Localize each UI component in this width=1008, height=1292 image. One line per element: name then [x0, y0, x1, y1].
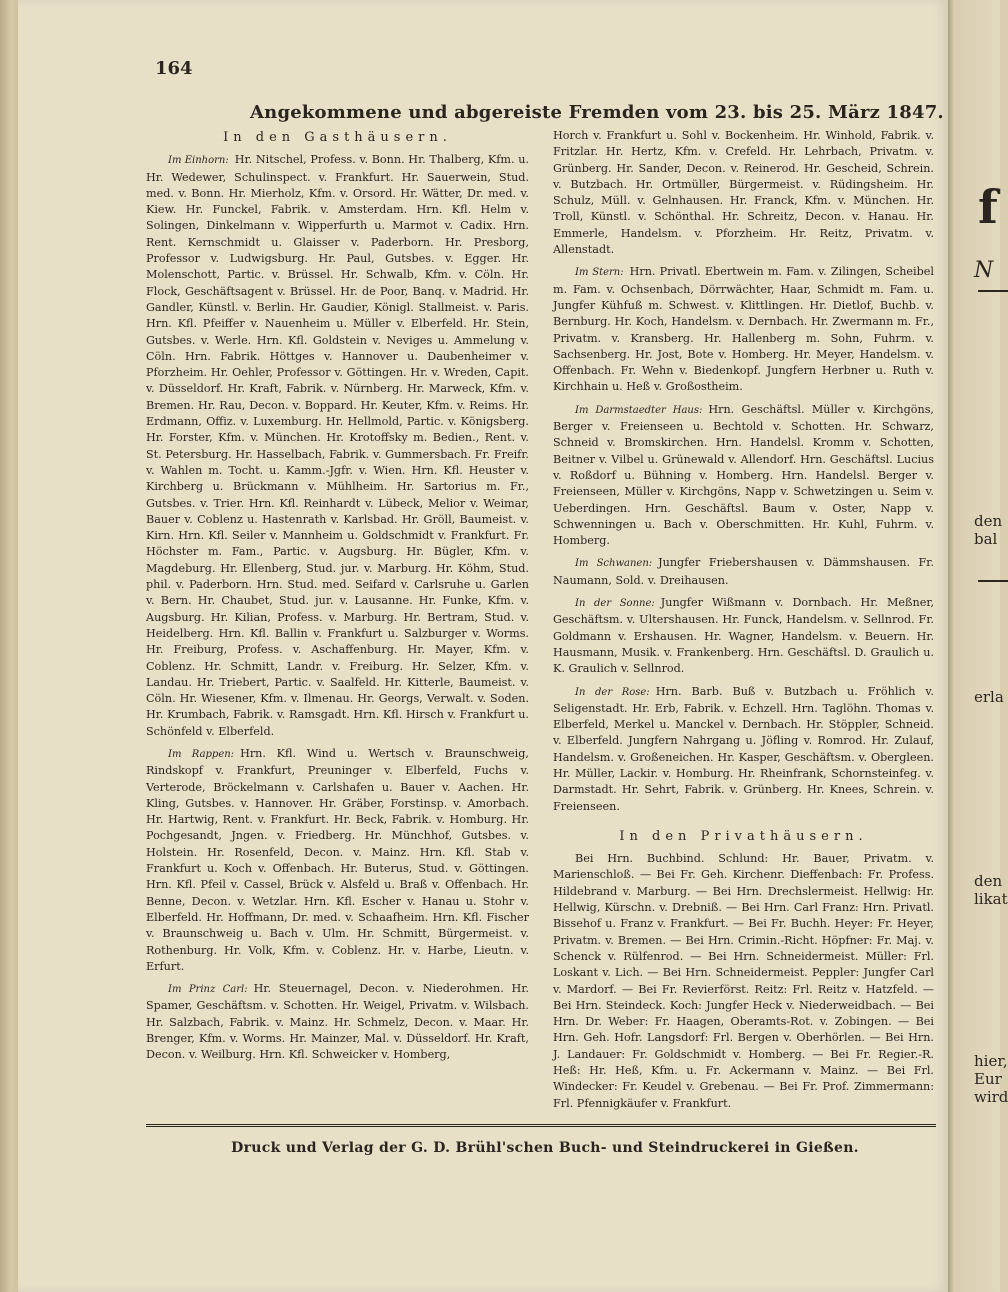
entry-text: Hrn. Privatl. Ebertwein m. Fam. v. Zilingen, Scheibel m. Fam. v. Ochsenbach, Dörrwächter, Haar, Schmidt m. Fam. u. Jungfer Kühfuß m. Schwest. v. Klittlingen. Hr. Dietlof, Buchb. v. Bernburg. Hr. Koch, Handelsm. v. Dernbach. Hr. Zwermann m. Fr., Privatm. v. Kransberg. Hr. Hallenberg m. Sohn, Fuhrm. v. Sachsenberg. Hr. Jost, Bote v. Homberg. Hr. Meyer, Handelsm. v. Offenbach. Fr. Wehn v. Biedenkopf. Jungfern Herbner u. Ruth v. Kirchhain u. Heß v. Großostheim. — [553, 265, 934, 394]
entry-continuation — [553, 128, 934, 258]
next-page-rule — [978, 290, 1008, 292]
left-column — [146, 128, 529, 1070]
next-page-fragment: Eur — [974, 1070, 1002, 1088]
entry-text: Hrn. Geschäftsl. Müller v. Kirchgöns, Berger v. Freienseen u. Bechtold v. Schotten. Hr. Schwarz, Schneid v. Bromskirchen. Hrn. Handelsl. Kromm v. Schotten, Beitner v. Vilbel u. Grünewald v. Allendorf. Hrn. Geschäftsl. Lucius v. Roßdorf u. Bühning v. Homberg. Hrn. Handelsl. Berger v. Freienseen, Müller v. Kirchgöns, Napp v. Schwetzingen u. Seim v. Ueberdingen. Hrn. Geschäftsl. Baum v. Oster, Napp v. Schwenningen u. Bach v. Oberschmitten. Hr. Kuhl, Fuhrm. v. Homberg. — [553, 402, 934, 548]
next-page-fragment: f — [978, 180, 998, 234]
entry-text: Jungfer Wißmann v. Dornbach. Hr. Meßner, Geschäftsm. v. Ultershausen. Hr. Funck, Handelsm. v. Sellnrod. Fr. Goldmann v. Ershausen. Hr. Wagner, Handelsm. v. Beuern. Hr. Hausmann, Musik. v. Frankenberg. Hrn. Geschäftsl. D. Graulich u. K. Graulich v. Sellnrod. — [553, 596, 935, 676]
entry-lead: In der Sonne: — [575, 598, 655, 610]
page-number: 164 — [155, 58, 193, 79]
next-page-fragment: den — [974, 872, 1003, 890]
entry-text: Bei Hrn. Buchbind. Schlund: Hr. Bauer, Privatm. v. Marienschloß. — Bei Fr. Geh. Kirchenr. Dieffenbach: Fr. Profess. Hildebrand v. Marburg. — Bei Hrn. Drechslermeist. Hellwig: Hr. Hellwig, Kürschn. v. Drebniß. — Bei Hrn. Carl Franz: Hrn. Privatl. Bissehof u. Franz v. Frankfurt. — Bei Fr. Buchh. Heyer: Fr. Heyer, Privatm. v. Bremen. — Bei Hrn. Crimin.-Richt. Höpfner: Fr. Maj. v. Schenck v. Rülfenrod. — Bei Hrn. Schneidermeist. Müller: Frl. Loskant v. Lich. — Bei Hrn. Schneidermeist. Peppler: Jungfer Carl v. Mardorf. — Bei Fr. Revierförst. Reitz: Frl. Reitz v. Hatzfeld. — Bei Hrn. Steindeck. Koch: Jungfer Heck v. Niederweidbach. — Bei Hrn. Dr. Weber: Fr. Haagen, Oberamts-Rot. v. Zobingen. — Bei Hrn. Geh. Hofr. Langsdorf: Frl. Bergen v. Oberhörlen. — Bei Hrn. J. Landauer: Fr. Goldschmidt v. Homberg. — Bei Fr. Regier.-R. Heß: Hr. Heß, Kfm. u. Fr. Ackermann v. Mainz. — Bei Frl. Windecker: Fr. Keudel v. Grebenau. — Bei Fr. Prof. Zimmermann: Frl. Pfennigkäufer v. Frankfurt. — [553, 852, 934, 1110]
entry-rose — [553, 684, 934, 815]
entry-text: Hr. Nitschel, Profess. v. Bonn. Hr. Thalberg, Kfm. u. Hr. Wedewer, Schulinspect. v. Frankfurt. Hr. Sauerwein, Stud. med. v. Bonn. Hr. Mierholz, Kfm. v. Orsord. Hr. Wätter, Dr. med. v. Kiew. Hr. Funckel, Fabrik. v. Amsterdam. Hrn. Kfl. Helm v. Solingen, Dinkelmann v. Wipperfurth u. Marmot v. Cadix. Hrn. Rent. Kernschmidt u. Glaisser v. Paderborn. Hr. Presborg, Professor v. Ludwigsburg. Hr. Paul, Gutsbes. v. Egger. Hr. Molenschott, Partic. v. Brüssel. Hr. Schwalb, Kfm. v. Cöln. Hr. Flock, Geschäftsagent v. Brüssel. Hr. de Poor, Banq. v. Madrid. Hr. Gandler, Künstl. v. Berlin. Hr. Gaudier, Königl. Stallmeist. v. Paris. Hrn. Kfl. Pfeiffer v. Nauenheim u. Müller v. Elberfeld. Hr. Stein, Gutsbes. v. Werle. Hrn. Kfl. Goldstein v. Neviges u. Ammelung v. Cöln. Hrn. Fabrik. Höttges v. Hannover u. Daubenheimer v. Pforzheim. Hr. Oehler, Professor v. Göttingen. Hr. v. Wreden, Capit. v. Düsseldorf. Hr. Kraft, Fabrik. v. Nürnberg. Hr. Marweck, Kfm. v. Bremen. Hr. Rau, Decon. v. Boppard. Hr. Keuter, Kfm. v. Reims. Hr. Erdmann, Offiz. v. Luxemburg. Hr. Hellmold, Partic. v. Königsberg. Hr. Forster, Kfm. v. München. Hr. Krotoffsky m. Bedien., Rent. v. St. Petersburg. Hr. Hasselbach, Fabrik. v. Gummersbach. Fr. Freifr. v. Wahlen m. Tocht. u. Kamm.-Jgfr. v. Wien. Hrn. Kfl. Heuster v. Kirchberg u. Brückmann v. Mühlheim. Hr. Sartorius m. Fr., Gutsbes. v. Trier. Hrn. Kfl. Reinhardt v. Lübeck, Melior v. Weimar, Bauer v. Coblenz u. Hastenrath v. Karlsbad. Hr. Gröll, Baumeist. v. Kirn. Hrn. Kfl. Seiler v. Mannheim u. Goldschmidt v. Frankfurt. Fr. Höchster m. Fam., Partic. v. Augsburg. Hr. Bügler, Kfm. v. Magdeburg. Hr. Ellenberg, Stud. jur. v. Marburg. Hr. Köhm, Stud. phil. v. Paderborn. Hrn. Stud. med. Seifard v. Carlsruhe u. Garlen v. Bern. Hr. Chaubet, Stud. jur. v. Lausanne. Hr. Funke, Kfm. v. Augsburg. Hr. Kilian, Profess. v. Marburg. Hr. Bertram, Stud. v. Heidelberg. Hrn. Kfl. Ballin v. Frankfurt u. Salzburger v. Worms. Hr. Freiburg, Profess. v. Aschaffenburg. Hr. Mayer, Kfm. v. Coblenz. Hr. Schmitt, Landr. v. Freiburg. Hr. Selzer, Kfm. v. Landau. Hr. Triebert, Partic. v. Saalfeld. Hr. Kitterle, Baumeist. v. Cöln. Hr. Wiesener, Kfm. v. Ilmenau. Hr. Georgs, Verwalt. v. Soden. Hr. Krumbach, Fabrik. v. Ramsgadt. Hrn. Kfl. Hirsch v. Frankfurt u. Schönfeld v. Elberfeld. — [146, 153, 529, 738]
entry-lead: Im Stern: — [575, 267, 624, 279]
entry-stern — [553, 264, 934, 395]
next-page-fragment: wird — [974, 1088, 1008, 1106]
page-title: Angekommene und abgereiste Fremden vom 23. bis 25. März 1847. — [250, 102, 944, 123]
entry-text: Jungfer Friebershausen v. Dämmshausen. Fr. Naumann, Sold. v. Dreihausen. — [553, 556, 934, 587]
book-binding — [0, 0, 18, 1292]
entry-text: Hrn. Kfl. Wind u. Wertsch v. Braunschweig, Rindskopf v. Frankfurt, Preuninger v. Elberfeld, Fuchs v. Verterode, Bröckelmann v. Carlshafen u. Bauer v. Aachen. Hr. Kling, Gutsbes. v. Hannover. Hr. Gräber, Forstinsp. v. Amorbach. Hr. Hartwig, Rent. v. Frankfurt. Hr. Beck, Fabrik. v. Homburg. Hr. Pochgesandt, Jngen. v. Friedberg. Hr. Münchhof, Gutsbes. v. Holstein. Hr. Rosenfeld, Decon. v. Mainz. Hrn. Kfl. Stab v. Frankfurt u. Koch v. Offenbach. Hr. Buterus, Stud. v. Göttingen. Hrn. Kfl. Pfeil v. Cassel, Brück v. Alsfeld u. Braß v. Offenbach. Hr. Benne, Decon. v. Wetzlar. Hrn. Kfl. Escher v. Hanau u. Stohr v. Elberfeld. Hr. Hoffmann, Dr. med. v. Schaafheim. Hrn. Kfl. Fischer v. Braunschweig u. Bach v. Ulm. Hr. Schmitt, Bürgermeist. v. Rothenburg. Hr. Volk, Kfm. v. Coblenz. Hr. v. Harbe, Lieutn. v. Erfurt. — [146, 746, 529, 973]
right-column — [553, 128, 934, 1118]
entry-text: Horch v. Frankfurt u. Sohl v. Bockenheim. Hr. Winhold, Fabrik. v. Fritzlar. Hr. Hertz, Kfm. v. Crefeld. Hr. Lehrbach, Privatm. v. Grünberg. Hr. Sander, Decon. v. Reinerod. Hr. Gescheid, Schrein. v. Butzbach. Hr. Ortmüller, Bürgermeist. v. Rüdingsheim. Hr. Schulz, Müll. v. Gelnhausen. Hr. Franck, Kfm. v. München. Hr. Troll, Künstl. v. Schönthal. Hr. Schreitz, Decon. v. Hanau. Hr. Emmerle, Handelsm. v. Pforzheim. Hr. Reitz, Privatm. v. Allenstadt. — [553, 129, 934, 257]
entry-lead: Im Einhorn: — [168, 155, 229, 167]
entry-rappen — [146, 746, 529, 975]
next-page-fragment: hier, — [974, 1052, 1008, 1070]
entry-prinz-carl — [146, 981, 529, 1063]
section-heading-inns: In den Gasthäusern. — [223, 130, 452, 145]
entry-lead: Im Schwanen: — [575, 558, 653, 570]
entry-private-houses — [553, 851, 934, 1112]
entry-einhorn — [146, 152, 529, 740]
entry-lead: In der Rose: — [575, 686, 650, 698]
section-heading-private-houses: In den Privathäusern. — [619, 828, 868, 844]
imprint: Druck und Verlag der G. D. Brühl'schen Buch- und Steindruckerei in Gießen. — [231, 1140, 859, 1156]
entry-text: Hrn. Barb. Buß v. Butzbach u. Fröhlich v. Seligenstadt. Hr. Erb, Fabrik. v. Echzell. Hrn. Taglöhn. Thomas v. Elberfeld, Merkel u. Manckel v. Dernbach. Hr. Stöppler, Schneid. v. Elberfeld. Jungfern Nahrgang u. Jöfling v. Romrod. Hr. Zulauf, Handelsm. v. Großeneichen. Hr. Kasper, Geschäftsm. v. Obergleen. Hr. Müller, Lackir. v. Homburg. Hr. Rheinfrank, Schornsteinfeg. v. Darmstadt. Hr. Sehrt, Fabrik. v. Grünberg. Hr. Knees, Schrein. v. Freienseen. — [553, 684, 934, 813]
entry-sonne — [553, 595, 934, 677]
next-page-fragment: likat — [974, 890, 1008, 908]
entry-lead: Im Prinz Carl: — [168, 984, 248, 996]
entry-lead: Im Darmstaedter Haus: — [575, 404, 703, 416]
next-page-fragment: N — [974, 258, 994, 283]
next-page-fragment: erla — [974, 688, 1004, 706]
footer-rule — [146, 1124, 936, 1127]
next-page-fragment: den — [974, 512, 1003, 530]
next-page-fragment: bal — [974, 530, 998, 548]
next-page-rule — [978, 580, 1008, 582]
entry-darmstaedter-haus — [553, 402, 934, 550]
entry-schwanen — [553, 555, 934, 589]
entry-lead: Im Rappen: — [168, 748, 235, 760]
entry-text: Hr. Steuernagel, Decon. v. Niederohmen. Hr. Spamer, Geschäftsm. v. Schotten. Hr. Weigel, Privatm. v. Wilsbach. Hr. Salzbach, Fabrik. v. Mainz. Hr. Schmelz, Decon. v. Maar. Hr. Brenger, Kfm. v. Worms. Hr. Mainzer, Mal. v. Düsseldorf. Hr. Kraft, Decon. v. Weilburg. Hrn. Kfl. Schweicker v. Homberg, — [146, 982, 529, 1062]
next-page-edge — [948, 0, 1008, 1292]
